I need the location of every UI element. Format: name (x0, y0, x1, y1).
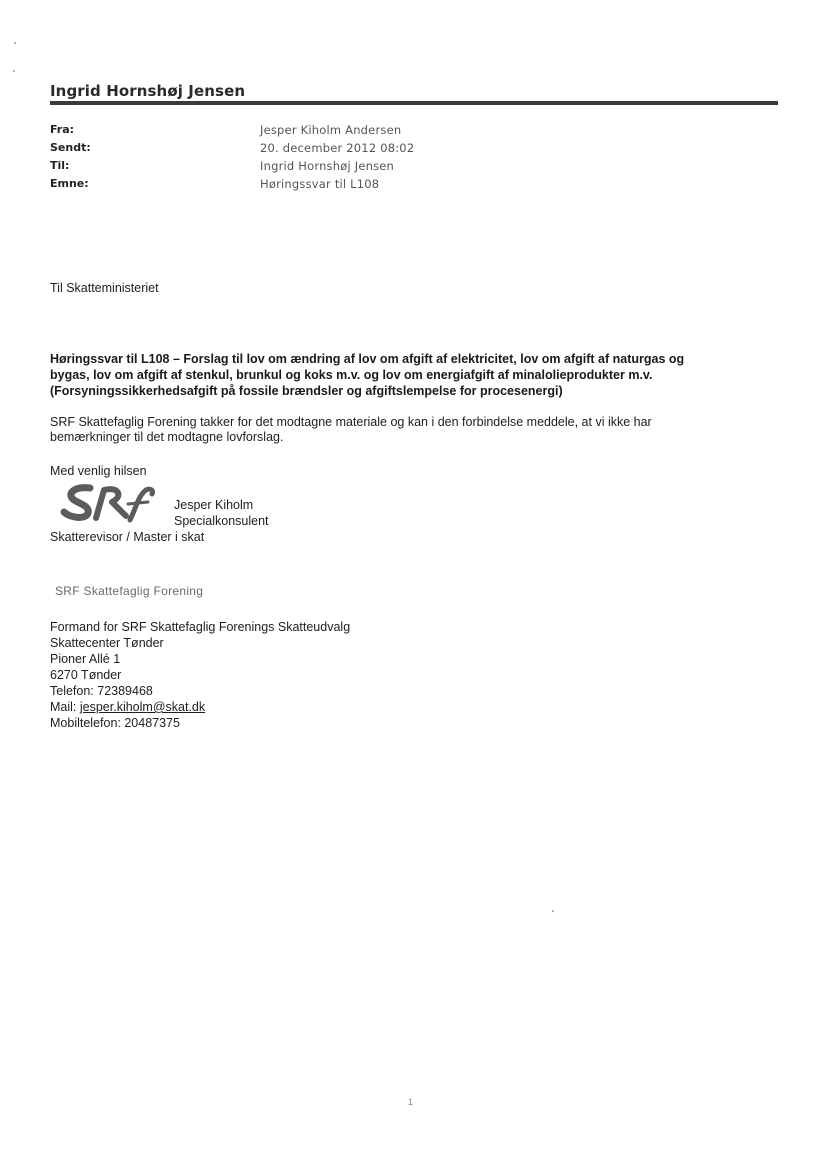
subject-label: Emne: (50, 177, 89, 190)
subject-line: (Forsyningssikkerhedsafgift på fossile brændsler og afgiftslempelse for procesenergi) (50, 384, 563, 398)
hearing-subject (50, 351, 770, 399)
organization-name: SRF Skattefaglig Forening (55, 584, 204, 598)
email-header-fields (50, 121, 414, 193)
address-line: Pioner Allé 1 (50, 652, 121, 666)
subject-line: Høringssvar til L108 – Forslag til lov om ændring af lov om afgift af elektricitet, lov om afgift af naturgas og (50, 352, 685, 366)
header-divider (50, 101, 778, 105)
contact-address (50, 619, 350, 731)
header-row-sent (50, 139, 414, 157)
scan-speck (14, 42, 16, 44)
address-line: Formand for SRF Skattefaglig Forenings Skatteudvalg (50, 620, 351, 634)
address-line: Skattecenter Tønder (50, 636, 164, 650)
subject-line: bygas, lov om afgift af stenkul, brunkul og koks m.v. og lov om energiafgift af minalolieprodukter m.v. (50, 368, 653, 382)
closing-salutation: Med venlig hilsen (50, 464, 147, 478)
paragraph-line: bemærkninger til det modtagne lovforslag. (50, 430, 284, 444)
header-row-subject (50, 175, 414, 193)
address-line: 6270 Tønder (50, 668, 122, 682)
to-value: Ingrid Hornshøj Jensen (260, 159, 395, 173)
mobile-line: Mobiltelefon: 20487375 (50, 716, 180, 730)
signature-role: Skatterevisor / Master i skat (50, 530, 205, 544)
scan-speck (552, 910, 554, 912)
sent-value: 20. december 2012 08:02 (260, 141, 415, 155)
from-value: Jesper Kiholm Andersen (260, 123, 402, 137)
scan-speck (13, 70, 15, 72)
mail-label: Mail: (50, 700, 80, 714)
sent-label: Sendt: (50, 141, 91, 154)
from-label: Fra: (50, 123, 75, 136)
header-row-from (50, 121, 414, 139)
greeting: Til Skatteministeriet (50, 281, 159, 295)
subject-value: Høringssvar til L108 (260, 177, 380, 191)
srf-logo (60, 480, 156, 524)
page-number: 1 (408, 1097, 414, 1107)
signature-title: Specialkonsulent (174, 514, 269, 528)
email-link[interactable]: jesper.kiholm@skat.dk (79, 700, 206, 714)
mail-line (50, 699, 350, 715)
mailbox-owner-name: Ingrid Hornshøj Jensen (50, 82, 246, 100)
body-paragraph (50, 415, 770, 445)
phone-line: Telefon: 72389468 (50, 684, 153, 698)
to-label: Til: (50, 159, 70, 172)
paragraph-line: SRF Skattefaglig Forening takker for det modtagne materiale og kan i den forbindelse meddele, at vi ikke har (50, 415, 652, 429)
header-row-to (50, 157, 414, 175)
signature-name: Jesper Kiholm (174, 498, 254, 512)
